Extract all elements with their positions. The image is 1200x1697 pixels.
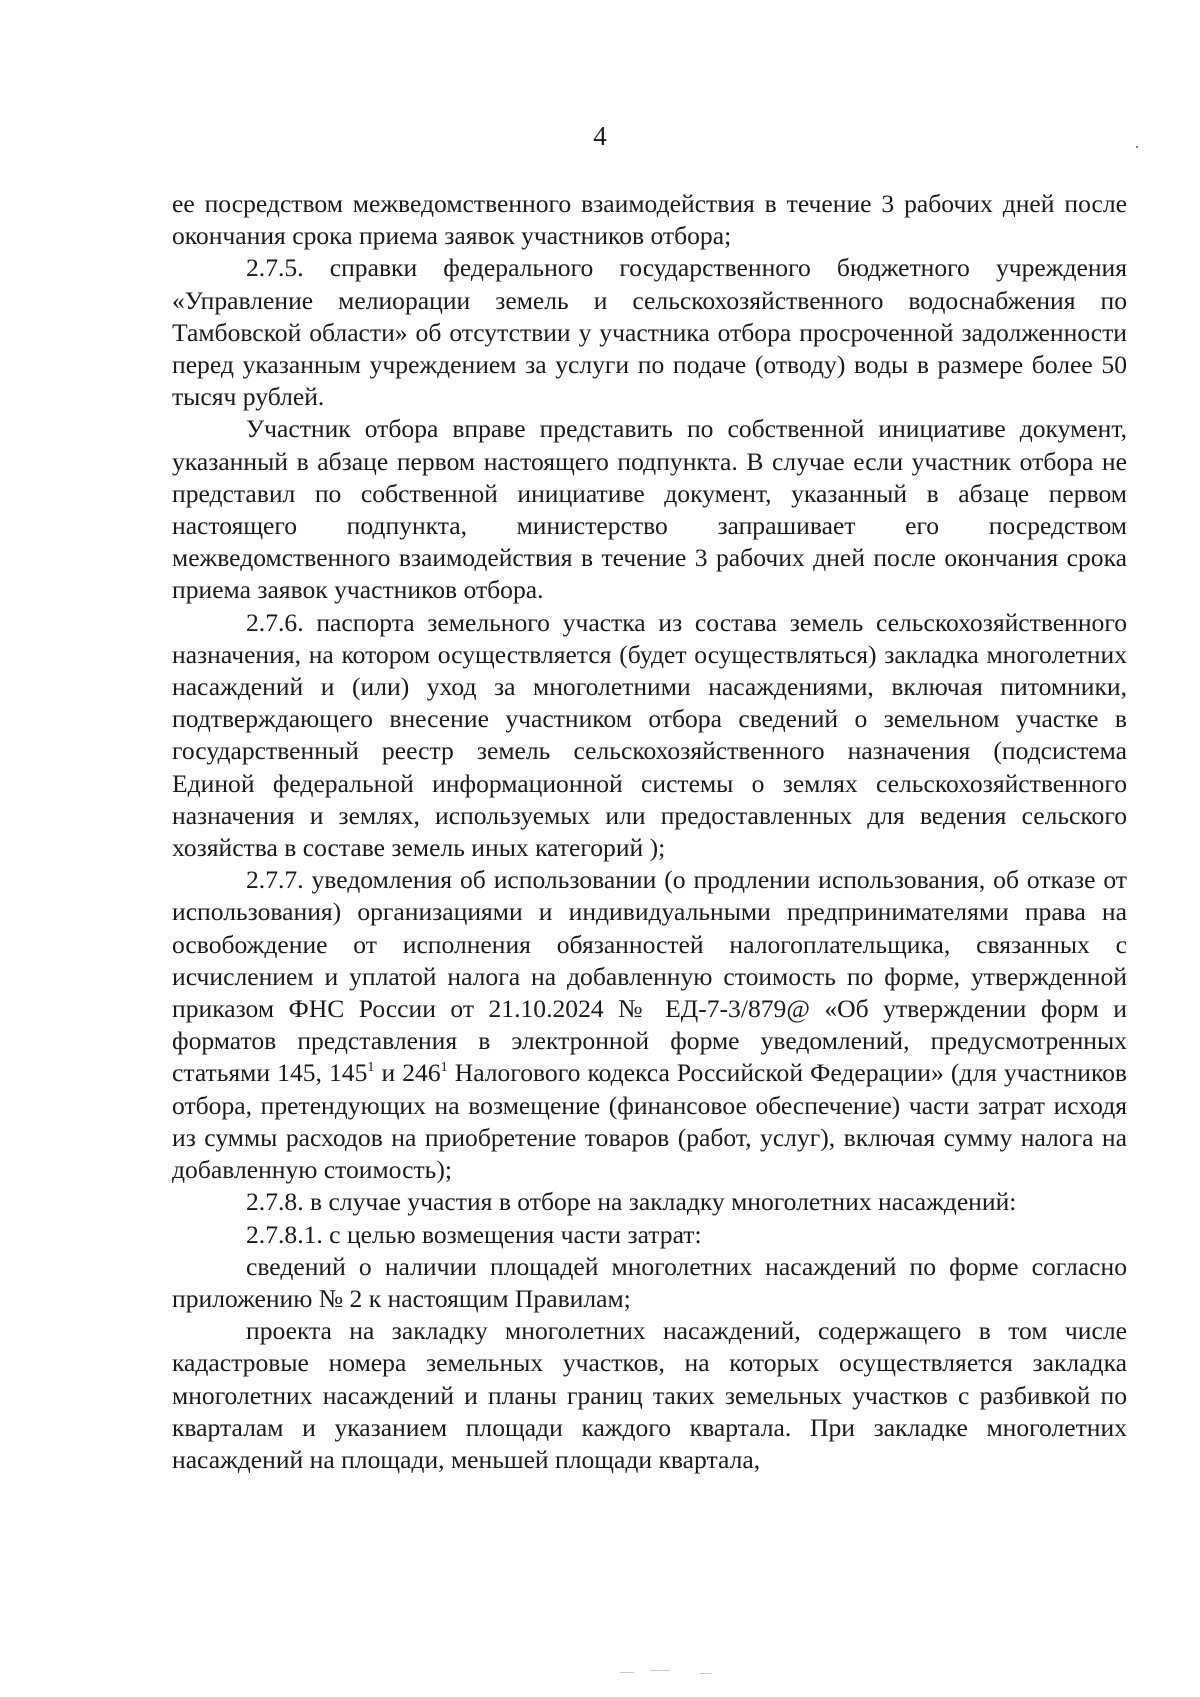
paragraph: ее посредством межведомственного взаимодействия в течение 3 рабочих дней после окончания срока приема заявок участников отбора;	[172, 189, 1127, 251]
paragraph-2-7-8-1: 2.7.8.1. с целью возмещения части затрат:	[246, 1219, 702, 1249]
paragraph-project: проекта на закладку многолетних насаждений, содержащего в том числе кадастровые номера земельных участков, на которых осуществляется закладка многолетних насаждений и планы границ таких земельных участков с разбивкой по кварталам и указанием площади каждого квартала. При закладке многолетних насаждений на площади, меньшей площади квартала,	[172, 1316, 1127, 1474]
scan-speck	[700, 1673, 712, 1674]
scan-speck	[650, 1670, 670, 1671]
paragraph-participant-right: Участник отбора вправе представить по собственной инициативе документ, указанный в абзаце первом настоящего подпункта. В случае если участник отбора не представил по собственной инициативе документ, указанный в абзаце первом настоящего подпункта, министерство запрашивает его посредством межведомственного взаимодействия в течение 3 рабочих дней после окончания срока приема заявок участников отбора.	[172, 414, 1127, 605]
paragraph-2-7-7-text-a: 2.7.7. уведомления об использовании (о продлении использования, об отказе от использования) организациями и индивидуальными предпринимателями права на освобождение от исполнения обязанностей налогоплательщика, связанных с исчислением и уплатой налога на добавленную стоимость по форме, утвержденной приказом ФНС России от 21.10.2024 № ЕД-7-3/879@ «Об утверждении форм и форматов представления в электронной форме уведомлений, предусмотренных статьями 145, 145	[172, 865, 1127, 1088]
superscript-one: 1	[367, 1060, 375, 1076]
paragraph-2-7-8: 2.7.8. в случае участия в отборе на закладку многолетних насаждений:	[246, 1187, 1017, 1217]
paragraph-area-info: сведений о наличии площадей многолетних насаждений по форме согласно приложению № 2 к настоящим Правилам;	[172, 1251, 1127, 1313]
paragraph-2-7-6: 2.7.6. паспорта земельного участка из состава земель сельскохозяйственного назначения, на котором осуществляется (будет осуществляться) закладка многолетних насаждений и (или) уход за многолетними насаждениями, включая питомники, подтверждающего внесение участником отбора сведений о земельном участке в государственный реестр земель сельскохозяйственного назначения (подсистема Единой федеральной информационной системы о землях сельскохозяйственного назначения и землях, используемых или предоставленных для ведения сельского хозяйства в составе земель иных категорий );	[172, 607, 1127, 863]
paragraph-2-7-7-text-b: и 246	[374, 1058, 441, 1088]
paragraph-2-7-7	[172, 864, 1127, 1186]
paragraph-2-7-7-text-c: Налогового кодекса Российской Федерации» (для участников отбора, претендующих на возмещение (финансовое обеспечение) части затрат исходя из суммы расходов на приобретение товаров (работ, услуг), включая сумму налога на добавленную стоимость);	[172, 1058, 1127, 1185]
paragraph-2-7-5: 2.7.5. справки федерального государственного бюджетного учреждения «Управление мелиорации земель и сельскохозяйственного водоснабжения по Тамбовской области» об отсутствии у участника отбора просроченной задолженности перед указанным учреждением за услуги по подаче (отводу) воды в размере более 50 тысяч рублей.	[172, 253, 1127, 412]
superscript-one: 1	[440, 1060, 448, 1076]
document-body	[172, 188, 1127, 1476]
page-number: 4	[593, 121, 607, 151]
scan-speck	[620, 1672, 634, 1673]
